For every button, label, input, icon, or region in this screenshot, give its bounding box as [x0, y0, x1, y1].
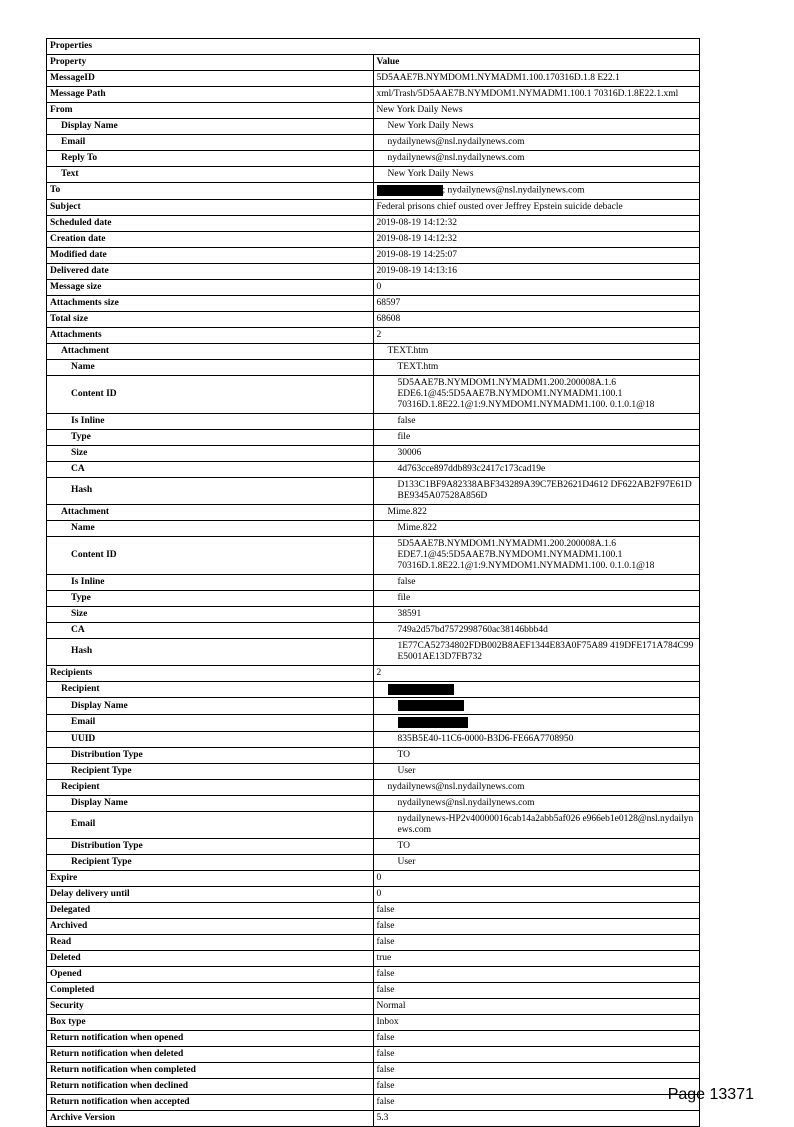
table-row: [47, 183, 700, 200]
property-value: 0: [373, 870, 700, 886]
property-value: false: [373, 1030, 700, 1046]
property-value: file: [373, 590, 700, 606]
property-name: Archived: [47, 918, 374, 934]
property-name: Message Path: [47, 87, 374, 103]
table-row: [47, 504, 700, 520]
property-value-line: 5D5AAE7B.NYMDOM1.NYMADM1.200.200008A.1.6: [397, 377, 617, 388]
property-value: 2019-08-19 14:13:16: [373, 263, 700, 279]
property-value: false: [373, 1094, 700, 1110]
property-name: From: [47, 103, 374, 119]
table-header-row: [47, 55, 700, 71]
table-row: [47, 119, 700, 135]
table-row: [47, 413, 700, 429]
property-name: Is Inline: [47, 413, 374, 429]
property-value: New York Daily News: [373, 103, 700, 119]
property-value: TO: [373, 838, 700, 854]
property-value-line: 5D5AAE7B.NYMDOM1.NYMADM1.200.200008A.1.6: [397, 538, 617, 549]
property-value: 2: [373, 665, 700, 681]
table-row: [47, 375, 700, 413]
table-row: [47, 477, 700, 504]
table-row: [47, 918, 700, 934]
property-value-line: EDE6.1@45:5D5AAE7B.NYMDOM1.NYMADM1.100.1: [397, 388, 623, 399]
table-row: [47, 295, 700, 311]
table-row: [47, 622, 700, 638]
property-name: Total size: [47, 311, 374, 327]
property-value: 835B5E40-11C6-0000-B3D6-FE66A7708950: [373, 731, 700, 747]
property-name: Text: [47, 167, 374, 183]
property-name: Recipient Type: [47, 854, 374, 870]
property-name: Return notification when completed: [47, 1062, 374, 1078]
property-name: Attachments size: [47, 295, 374, 311]
property-name: Attachments: [47, 327, 374, 343]
property-name: Opened: [47, 966, 374, 982]
property-name: Recipient: [47, 779, 374, 795]
property-name: Completed: [47, 982, 374, 998]
property-value: 30006: [373, 445, 700, 461]
property-name: Size: [47, 606, 374, 622]
table-row: [47, 902, 700, 918]
property-value: false: [373, 413, 700, 429]
table-row: [47, 870, 700, 886]
property-value: 2019-08-19 14:12:32: [373, 215, 700, 231]
redaction-block: [398, 717, 468, 728]
property-name: Recipients: [47, 665, 374, 681]
table-row: [47, 854, 700, 870]
property-value: [373, 536, 700, 574]
table-row: [47, 1110, 700, 1126]
property-value: 5D5AAE7B.NYMDOM1.NYMADM1.100.170316D.1.8 E22.1: [373, 71, 700, 87]
table-row: [47, 574, 700, 590]
property-name: Read: [47, 934, 374, 950]
redaction-block: [398, 700, 464, 711]
property-value-text: ; nydailynews@nsl.nydailynews.com: [442, 185, 585, 196]
property-name: UUID: [47, 731, 374, 747]
property-value-line: EDE7.1@45:5D5AAE7B.NYMDOM1.NYMADM1.100.1: [397, 549, 623, 560]
table-row: [47, 998, 700, 1014]
property-name: Creation date: [47, 231, 374, 247]
table-row: [47, 715, 700, 732]
table-row: [47, 311, 700, 327]
table-row: [47, 795, 700, 811]
property-name: Name: [47, 359, 374, 375]
table-row: [47, 638, 700, 665]
properties-table: [46, 38, 700, 1127]
property-name: Distribution Type: [47, 747, 374, 763]
table-title-row: [47, 39, 700, 55]
table-row: [47, 1046, 700, 1062]
property-value: New York Daily News: [373, 167, 700, 183]
property-value: nydailynews@nsl.nydailynews.com: [373, 795, 700, 811]
table-row: [47, 763, 700, 779]
property-value: 0: [373, 279, 700, 295]
property-name: Email: [47, 715, 374, 732]
table-row: [47, 681, 700, 698]
property-name: Type: [47, 590, 374, 606]
property-name: Display Name: [47, 698, 374, 715]
property-name: CA: [47, 622, 374, 638]
table-row: [47, 934, 700, 950]
table-row: [47, 279, 700, 295]
property-name: Is Inline: [47, 574, 374, 590]
property-name: Deleted: [47, 950, 374, 966]
table-row: [47, 263, 700, 279]
table-row: [47, 838, 700, 854]
property-value: false: [373, 1062, 700, 1078]
table-row: [47, 1062, 700, 1078]
table-row: [47, 343, 700, 359]
property-value: Federal prisons chief ousted over Jeffrey Epstein suicide debacle: [373, 199, 700, 215]
table-row: [47, 1094, 700, 1110]
table-row: [47, 247, 700, 263]
property-value: Mime.822: [373, 520, 700, 536]
property-value: 4d763cce897ddb893c2417c173cad19e: [373, 461, 700, 477]
property-value: false: [373, 1078, 700, 1094]
page-number: Page 13371: [667, 1086, 754, 1103]
table-row: [47, 1030, 700, 1046]
property-name: Scheduled date: [47, 215, 374, 231]
table-row: [47, 698, 700, 715]
property-value: false: [373, 574, 700, 590]
table-row: [47, 231, 700, 247]
property-value: [373, 715, 700, 732]
table-row: [47, 966, 700, 982]
table-row: [47, 167, 700, 183]
property-value: 38591: [373, 606, 700, 622]
redaction-block: [377, 185, 443, 196]
table-row: [47, 731, 700, 747]
property-value-line: 70316D.1.8E22.1@1:9.NYMDOM1.NYMADM1.100. 0.1.0.1@18: [397, 560, 655, 571]
header-property: Property: [47, 55, 374, 71]
property-name: Distribution Type: [47, 838, 374, 854]
property-value: 1E77CA52734802FDB002B8AEF1344E83A0F75A89 419DFE171A784C99E5001AE13D7FB732: [373, 638, 700, 665]
property-name: Box type: [47, 1014, 374, 1030]
table-row: [47, 520, 700, 536]
property-value: false: [373, 918, 700, 934]
property-name: Reply To: [47, 151, 374, 167]
property-value: false: [373, 1046, 700, 1062]
property-name: Return notification when accepted: [47, 1094, 374, 1110]
table-row: [47, 71, 700, 87]
table-row: [47, 359, 700, 375]
property-name: Security: [47, 998, 374, 1014]
property-value: [373, 698, 700, 715]
property-name: Attachment: [47, 504, 374, 520]
header-value: Value: [373, 55, 700, 71]
property-name: To: [47, 183, 374, 200]
property-name: Subject: [47, 199, 374, 215]
table-row: [47, 215, 700, 231]
property-name: MessageID: [47, 71, 374, 87]
property-name: Recipient Type: [47, 763, 374, 779]
table-row: [47, 811, 700, 838]
property-name: Return notification when opened: [47, 1030, 374, 1046]
property-value: 0: [373, 886, 700, 902]
property-value: nydailynews@nsl.nydailynews.com: [373, 151, 700, 167]
property-name: Hash: [47, 638, 374, 665]
property-name: Email: [47, 135, 374, 151]
table-row: [47, 886, 700, 902]
property-name: Delay delivery until: [47, 886, 374, 902]
property-value: 2: [373, 327, 700, 343]
property-value: nydailynews@nsl.nydailynews.com: [373, 135, 700, 151]
table-row: [47, 327, 700, 343]
property-name: Content ID: [47, 375, 374, 413]
table-row: [47, 445, 700, 461]
property-value: 68597: [373, 295, 700, 311]
table-row: [47, 87, 700, 103]
property-value: 68608: [373, 311, 700, 327]
property-value: 5.3: [373, 1110, 700, 1126]
table-row: [47, 950, 700, 966]
property-value: 2019-08-19 14:25:07: [373, 247, 700, 263]
property-value: Inbox: [373, 1014, 700, 1030]
property-value: false: [373, 934, 700, 950]
property-value: nydailynews-HP2v40000016cab14a2abb5af026 e966eb1e0128@nsl.nydailynews.com: [373, 811, 700, 838]
property-name: Recipient: [47, 681, 374, 698]
table-row: [47, 747, 700, 763]
table-row: [47, 536, 700, 574]
property-value: false: [373, 982, 700, 998]
property-name: Hash: [47, 477, 374, 504]
property-value: false: [373, 966, 700, 982]
property-name: Display Name: [47, 795, 374, 811]
property-name: Return notification when declined: [47, 1078, 374, 1094]
property-name: Delivered date: [47, 263, 374, 279]
redaction-block: [388, 684, 454, 695]
property-name: Size: [47, 445, 374, 461]
table-row: [47, 1014, 700, 1030]
property-value: User: [373, 763, 700, 779]
property-value: TEXT.htm: [373, 343, 700, 359]
table-row: [47, 665, 700, 681]
table-row: [47, 151, 700, 167]
property-value: [373, 681, 700, 698]
property-name: Expire: [47, 870, 374, 886]
property-value: true: [373, 950, 700, 966]
property-name: CA: [47, 461, 374, 477]
table-title: Properties: [47, 39, 700, 55]
property-name: Modified date: [47, 247, 374, 263]
property-name: Content ID: [47, 536, 374, 574]
property-value: Mime.822: [373, 504, 700, 520]
property-value: Normal: [373, 998, 700, 1014]
property-value: file: [373, 429, 700, 445]
property-value: New York Daily News: [373, 119, 700, 135]
property-value: xml/Trash/5D5AAE7B.NYMDOM1.NYMADM1.100.1 70316D.1.8E22.1.xml: [373, 87, 700, 103]
property-name: Type: [47, 429, 374, 445]
property-name: Name: [47, 520, 374, 536]
property-name: Display Name: [47, 119, 374, 135]
property-value: TEXT.htm: [373, 359, 700, 375]
property-name: Delegated: [47, 902, 374, 918]
property-name: Message size: [47, 279, 374, 295]
property-value: nydailynews@nsl.nydailynews.com: [373, 779, 700, 795]
property-value: false: [373, 902, 700, 918]
property-value: [373, 183, 700, 200]
table-row: [47, 606, 700, 622]
property-value: TO: [373, 747, 700, 763]
table-row: [47, 982, 700, 998]
property-value: User: [373, 854, 700, 870]
property-value-line: 70316D.1.8E22.1@1:9.NYMDOM1.NYMADM1.100. 0.1.0.1@18: [397, 399, 655, 410]
property-name: Return notification when deleted: [47, 1046, 374, 1062]
table-row: [47, 1078, 700, 1094]
property-name: Email: [47, 811, 374, 838]
table-row: [47, 461, 700, 477]
table-row: [47, 103, 700, 119]
property-name: Attachment: [47, 343, 374, 359]
property-value: D133C1BF9A82338ABF343289A39C7EB2621D4612 DF622AB2F97E61DBE9345A07528A856D: [373, 477, 700, 504]
table-row: [47, 779, 700, 795]
property-value: 2019-08-19 14:12:32: [373, 231, 700, 247]
property-value: 749a2d57bd7572998760ac38146bbb4d: [373, 622, 700, 638]
table-row: [47, 199, 700, 215]
table-row: [47, 590, 700, 606]
property-name: Archive Version: [47, 1110, 374, 1126]
table-row: [47, 429, 700, 445]
table-row: [47, 135, 700, 151]
property-value: [373, 375, 700, 413]
